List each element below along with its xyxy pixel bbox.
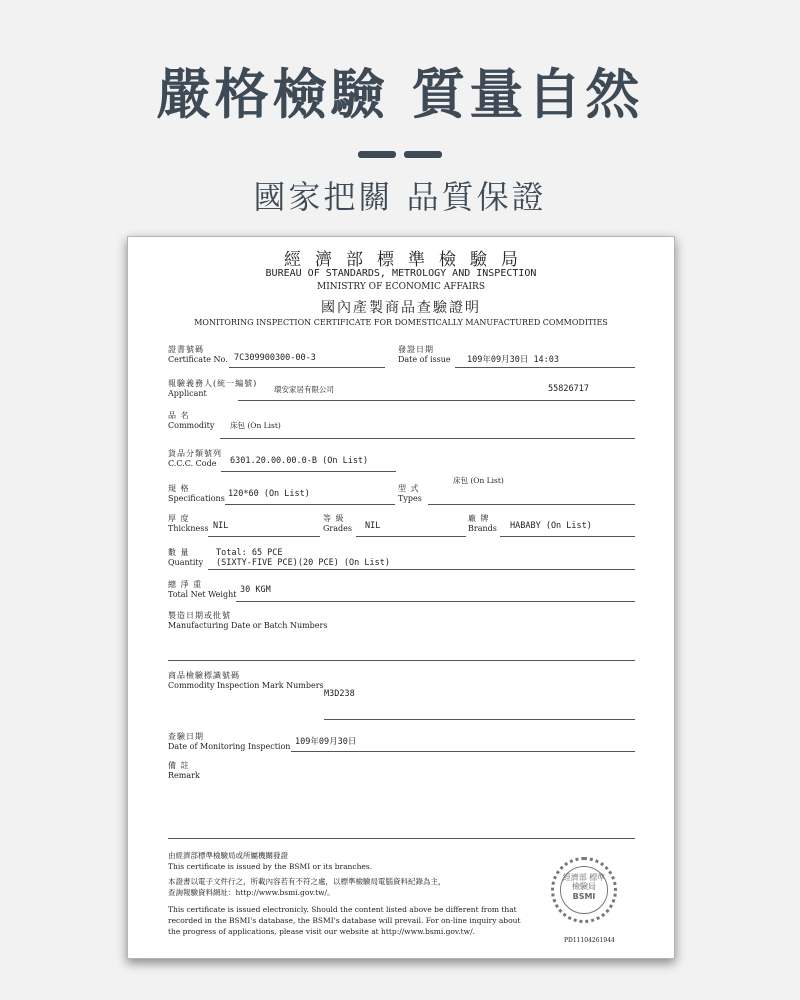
- mark-numbers-value: M3D238: [324, 689, 355, 699]
- agency-name-zh: 經濟部標準檢驗局: [284, 250, 532, 270]
- footer-issuer-en: This certificate is issued by the BSMI or its branches.: [168, 862, 373, 871]
- commodity-label: 品 名 Commodity: [168, 411, 215, 430]
- specifications-value: 120*60 (On List): [228, 489, 310, 499]
- remark-label: 備 註 Remark: [168, 761, 200, 780]
- footer-website-zh: 查詢報驗資料網址：http://www.bsmi.gov.tw/。: [168, 888, 335, 897]
- applicant-id: 55826717: [548, 384, 589, 394]
- manufacturing-label: 製造日期或批號 Manufacturing Date or Batch Numbers: [168, 611, 328, 630]
- brands-value: HABABY (On List): [510, 521, 592, 531]
- specifications-label: 規 格 Specifications: [168, 484, 225, 503]
- quantity-label: 數 量 Quantity: [168, 548, 204, 567]
- certificate-title-zh: 國內產製商品查驗證明: [321, 300, 481, 316]
- footer-issuer-zh: 由經濟部標準檢驗局或所屬機關發證: [168, 851, 288, 860]
- footer-electronic-en-3: the progress of applications, please visit our website at http://www.bsmi.gov.tw/.: [168, 927, 475, 936]
- page-headline: 嚴格檢驗 質量自然: [156, 63, 644, 126]
- agency-name-en: BUREAU OF STANDARDS, METROLOGY AND INSPECTION: [265, 268, 537, 279]
- headline-divider: [0, 143, 800, 162]
- types-label: 型 式 Types: [398, 484, 422, 503]
- monitoring-date-value: 109年09月30日: [295, 737, 357, 747]
- thickness-value: NIL: [213, 521, 229, 531]
- bsmi-seal: 經濟部 標準檢驗局 BSMI: [551, 857, 617, 923]
- quantity-detail: (SIXTY-FIVE PCE)(20 PCE) (On List): [216, 558, 390, 568]
- applicant-label: 報驗義務人(統一編號) Applicant: [168, 379, 258, 398]
- cert-no-label: 證書號碼 Certificate No.: [168, 345, 228, 364]
- net-weight-label: 總 淨 重 Total Net Weight: [168, 580, 237, 599]
- quantity-total: Total: 65 PCE: [216, 548, 283, 558]
- cert-no-value: 7C309900300-00-3: [234, 353, 316, 363]
- page-subheadline: 國家把關 品質保證: [253, 178, 547, 216]
- certificate-title-en: MONITORING INSPECTION CERTIFICATE FOR DOMESTICALLY MANUFACTURED COMMODITIES: [194, 318, 608, 327]
- monitoring-date-label: 查驗日期 Date of Monitoring Inspection: [168, 732, 291, 751]
- types-value: 床包 (On List): [453, 476, 504, 485]
- inspection-certificate: [127, 236, 675, 959]
- ministry-name: MINISTRY OF ECONOMIC AFFAIRS: [317, 282, 485, 292]
- date-issue-label: 發證日期 Date of issue: [398, 345, 451, 364]
- ccc-code-label: 貨品分類號列 C.C.C. Code: [168, 449, 222, 468]
- applicant-value: 環安家居有限公司: [274, 385, 334, 394]
- footer-electronic-en-1: This certificate is issued electronicly. Should the content listed above be different from that: [168, 905, 517, 914]
- grades-label: 等 級 Grades: [323, 514, 352, 533]
- footer-electronic-en-2: recorded in the BSMI's database, the BSMI's database will prevail. For on-line inquiry about: [168, 916, 521, 925]
- thickness-label: 厚 度 Thickness: [168, 514, 209, 533]
- footer-electronic-zh: 本證書以電子文件行之，所載內容若有不符之處，以標準檢驗局電腦資料紀錄為主，: [168, 877, 446, 886]
- commodity-value: 床包 (On List): [230, 421, 281, 430]
- net-weight-value: 30 KGM: [240, 585, 271, 595]
- brands-label: 廠 牌 Brands: [468, 514, 497, 533]
- mark-numbers-label: 商品檢驗標識號碼 Commodity Inspection Mark Numbers: [168, 671, 324, 690]
- certificate-serial: PD11104261944: [564, 937, 615, 944]
- grades-value: NIL: [365, 521, 381, 531]
- date-issue-value: 109年09月30日 14:03: [467, 355, 560, 365]
- ccc-code-value: 6301.20.00.00.0-B (On List): [230, 456, 369, 466]
